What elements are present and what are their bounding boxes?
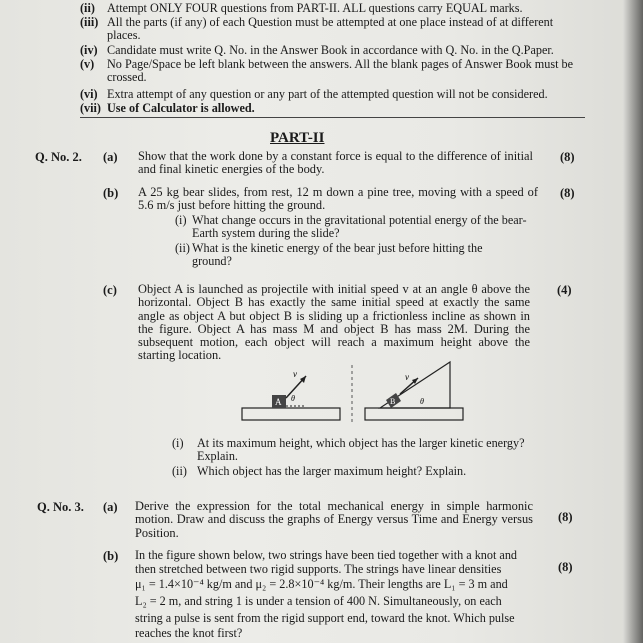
q2b-i-num: (i) bbox=[175, 213, 187, 227]
q2c-marks: (4) bbox=[557, 283, 572, 297]
q3b-line-1: In the figure shown below, two strings have been tied together with a knot and bbox=[135, 548, 518, 562]
q3b-marks: (8) bbox=[558, 560, 573, 574]
part-title: PART-II bbox=[270, 130, 325, 146]
q2b-part: (b) bbox=[103, 186, 119, 200]
q2b-ii-text: What is the kinetic energy of the bear just before hitting the ground? bbox=[192, 241, 483, 268]
q2-label: Q. No. 2. bbox=[35, 150, 82, 164]
q2c-part: (c) bbox=[103, 283, 117, 297]
page-shadow bbox=[623, 0, 643, 643]
label-theta-b: θ bbox=[420, 397, 424, 406]
q2a-marks: (8) bbox=[560, 150, 575, 164]
q3b-line-4: L₂ = 2 m, and string 1 is under a tension of 400 N. Simultaneously, on each bbox=[135, 594, 502, 608]
instruction-iii: (iii) All the parts (if any) of each Question must be attempted at one place instead of at different places. bbox=[80, 15, 554, 42]
divider bbox=[80, 117, 585, 118]
q2c-ii-num: (ii) bbox=[172, 464, 187, 478]
q2c-i-num: (i) bbox=[172, 436, 184, 450]
label-v-a: v bbox=[293, 369, 297, 379]
q3b-line-6: reaches the knot first? bbox=[135, 626, 243, 640]
instruction-v: (v) No Page/Space be left blank between the answers. All the blank pages of Answer Book must be crossed. bbox=[80, 57, 574, 84]
q3-label: Q. No. 3. bbox=[37, 500, 84, 514]
q2a-part: (a) bbox=[103, 150, 118, 164]
q2b-text: A 25 kg bear slides, from rest, 12 m down a pine tree, moving with a speed of 5.6 m/s just before hitting the ground. bbox=[138, 185, 538, 213]
q2c-ii-text: Which object has the larger maximum height? Explain. bbox=[197, 464, 467, 478]
label-a: A bbox=[275, 397, 282, 407]
q2b-ii-num: (ii) bbox=[175, 241, 190, 255]
ground-b bbox=[365, 408, 463, 420]
projectile-incline-figure bbox=[240, 360, 465, 425]
q3b-part: (b) bbox=[103, 549, 119, 563]
q3b-line-3: μ₁ = 1.4×10⁻⁴ kg/m and μ₂ = 2.8×10⁻⁴ kg/m. Their lengths are L₁ = 3 m and bbox=[135, 577, 508, 591]
label-b: B bbox=[390, 397, 396, 406]
label-v-b: v bbox=[405, 372, 409, 382]
q3b-line-5: string a pulse is sent from the rigid support end, toward the knot. Which pulse bbox=[135, 611, 515, 625]
q2b-i-text: What change occurs in the gravitational potential energy of the bear-Earth system during the slide? bbox=[192, 213, 527, 240]
q3a-text: Derive the expression for the total mechanical energy in simple harmonic motion. Draw and discuss the graphs of Energy versus Time and Energy versus Position. bbox=[135, 499, 533, 540]
q2b-marks: (8) bbox=[560, 186, 575, 200]
q2c-text: Object A is launched as projectile with initial speed v at an angle θ above the horizontal. Object B has exactly the same initial speed at exactly the same angle as object A but object B is sliding up a frictionless incline as shown in the figure. Object A has mass M and object B has mass 2M. During the subsequent motion, each object will reach a maximum height above the starting location. bbox=[138, 282, 530, 363]
q2a-text: Show that the work done by a constant force is equal to the difference of initial and final kinetic energies of the body. bbox=[138, 149, 533, 177]
q2c-i-text: At its maximum height, which object has the larger kinetic energy? Explain. bbox=[197, 436, 525, 463]
q3b-line-2: then stretched between two rigid supports. The strings have linear densities bbox=[135, 562, 502, 576]
q3a-marks: (8) bbox=[558, 510, 573, 524]
q3a-part: (a) bbox=[103, 500, 118, 514]
label-theta-a: θ bbox=[291, 394, 295, 403]
ground-a bbox=[242, 408, 340, 420]
